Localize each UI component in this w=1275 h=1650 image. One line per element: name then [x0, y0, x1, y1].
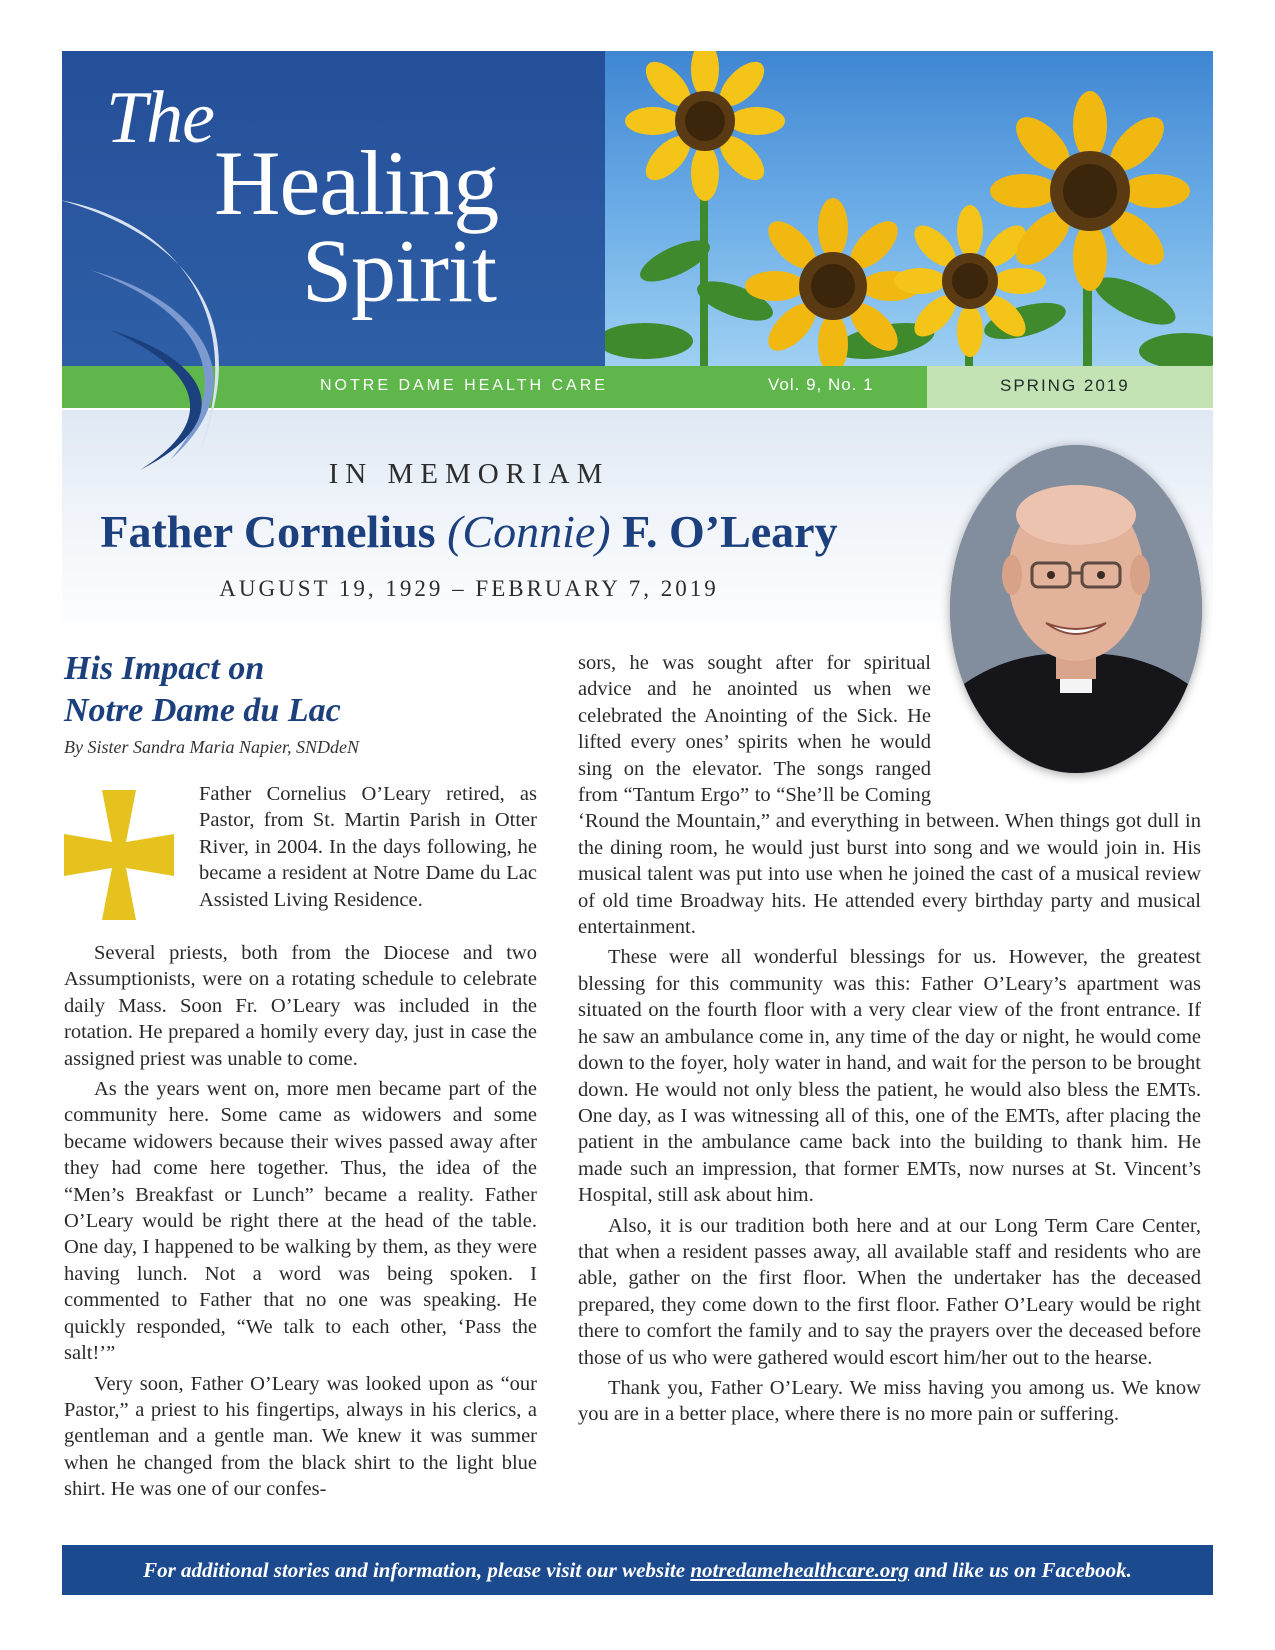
article-paragraph: Also, it is our tradition both here and at our Long Term Care Center, that when a resident passes away, all available staff and residents who are able, gather on the first floor. When the undertaker has the deceased prepared, they come down to the first floor. Father O’Leary would be right there to comfort the family and to say the prayers over the deceased before those of us who were gathered would escort him/her out to the hearse. — [578, 1214, 1201, 1369]
footer-text-before: For additional stories and information, please visit our website — [143, 1558, 691, 1582]
memorial-name — [0, 505, 938, 558]
article-paragraph: These were all wonderful blessings for us. However, the greatest blessing for this community was this: Father O’Leary’s apartment was situated on the fourth floor with a very clear view of the front entrance. If he saw an ambulance come in, any time of the day or night, he would come down to the foyer, holy water in hand, and wait for the person to be brought down. He would not only bless the patient, he would also bless the EMTs. One day, as I was witnessing all of this, one of the EMTs, after placing the patient in the ambulance came back into the building to thank him. He made such an impression, that former EMTs, now nurses at St. Vincent’s Hospital, still ask about him. — [578, 946, 1201, 1207]
headline-line-1: His Impact on — [64, 650, 265, 687]
website-link[interactable]: notredamehealthcare.org — [690, 1558, 910, 1582]
memorial-dates: AUGUST 19, 1929 – FEBRUARY 7, 2019 — [219, 576, 719, 601]
article-left-column — [64, 940, 537, 1503]
sunflower-photo — [605, 51, 1213, 366]
article-paragraph: sors, he was sought after for spiritual advice and he anointed us when we celebrated the Anointing of the Sick. He lifted every ones’ spirits when he would sing on the elevator. The songs ranged from “Tantum Ergo” to “She’ll be Coming ‘Round the Mountain,” and everything in between. When things got dull in the dining room, he would just burst into song and we would join in. His musical talent was put into use when he joined the cast of a musical review of old time Broadway hits. He attended every birthday party and musical entertainment. — [578, 652, 1201, 939]
article-right-column — [578, 650, 1201, 1428]
article-intro: Father Cornelius O’Leary retired, as Pastor, from St. Martin Parish in Otter River, in 2004. In the days following, he became a resident at Notre Dame du Lac Assisted Living Residence. — [199, 783, 537, 911]
article-paragraph: Several priests, both from the Diocese and two Assumptionists, were on a rotating schedule to celebrate daily Mass. Soon Fr. O’Leary was included in the rotation. He prepared a homily every day, just in case the assigned priest was unable to come. — [64, 942, 537, 1070]
article-paragraph: Thank you, Father O’Leary. We miss having you among us. We know you are in a better place, where there is no more pain or suffering. — [578, 1376, 1201, 1426]
swoosh-decoration — [50, 190, 280, 490]
footer-text-after: and like us on Facebook. — [909, 1558, 1132, 1582]
title-spirit: Spirit — [302, 222, 497, 321]
sunflower-illustration — [605, 51, 1213, 366]
article-byline: By Sister Sandra Maria Napier, SNDdeN — [64, 737, 359, 757]
article-headline — [64, 648, 341, 732]
cross-icon — [64, 790, 174, 920]
name-nickname: (Connie) — [447, 506, 611, 557]
headline-line-2: Notre Dame du Lac — [64, 692, 341, 729]
article-paragraph: As the years went on, more men became part of the community here. Some came as widowers and some became widowers because their wives passed away after they had come here together. Thus, the idea of the “Men’s Breakfast or Lunch” became a reality. Father O’Leary would be right there at the head of the table. One day, I happened to be walking by them, as they were having lunch. Not a word was being spoken. I commented to Father that no one was speaking. He quickly responded, “We talk to each other, ‘Pass the salt!’” — [64, 1078, 537, 1365]
title-healing: Healing — [214, 132, 499, 234]
volume-number: Vol. 9, No. 1 — [768, 375, 874, 394]
organization-name: NOTRE DAME HEALTH CARE — [320, 377, 608, 394]
issue-season: SPRING 2019 — [1000, 376, 1130, 395]
name-first: Father Cornelius — [100, 506, 448, 557]
footer-banner — [62, 1545, 1213, 1595]
article-paragraph: Very soon, Father O’Leary was looked upon as “our Pastor,” a priest to his fingertips, always in his clerics, a gentleman and a gentle man. We knew it was summer when he changed from the black shirt to the light blue shirt. He was one of our confes- — [64, 1372, 537, 1501]
title-the: The — [106, 77, 214, 159]
name-last: F. O’Leary — [610, 506, 838, 557]
in-memoriam-heading: IN MEMORIAM — [328, 458, 610, 490]
